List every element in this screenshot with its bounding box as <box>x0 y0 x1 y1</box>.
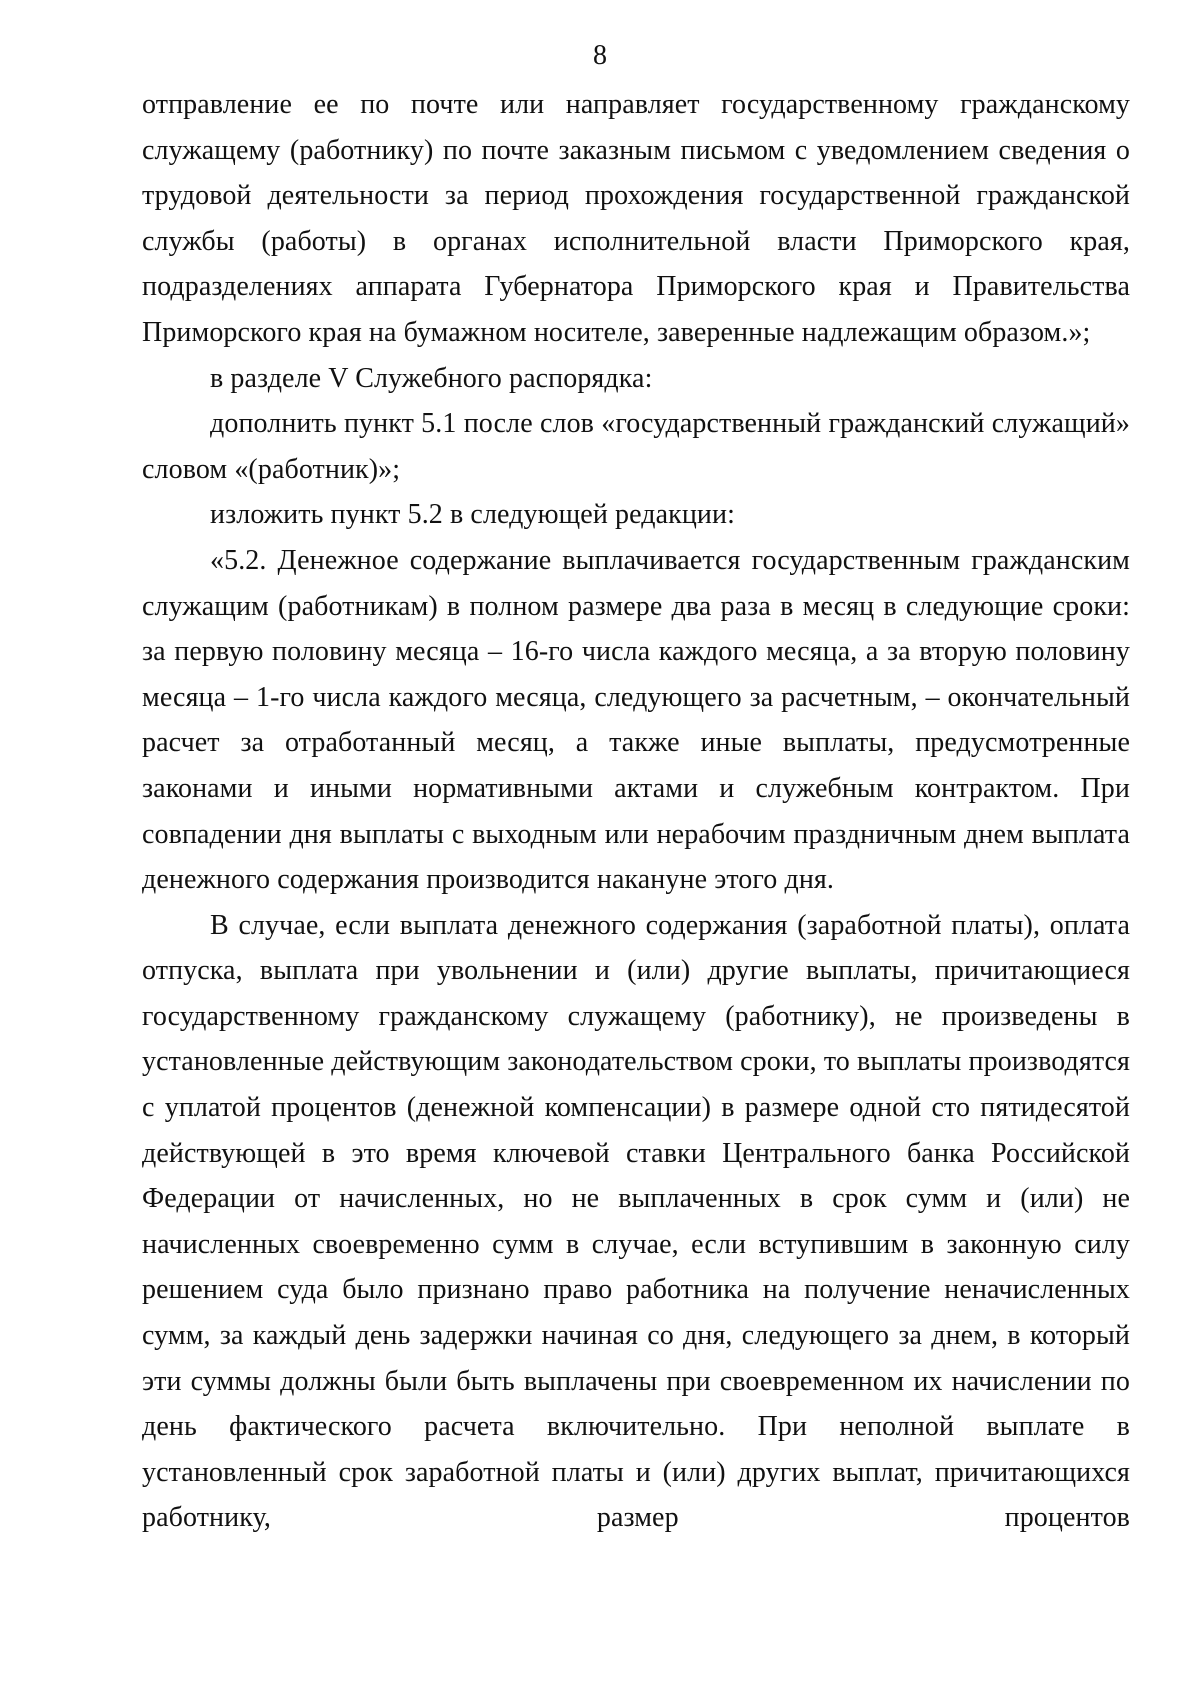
page-number: 8 <box>593 40 607 71</box>
paragraph-6: В случае, если выплата денежного содержания (заработной платы), оплата отпуска, выплата при увольнении и (или) другие выплаты, причитающиеся государственному гражданскому служащему (работнику), не произведены в установленные действующим законодательством сроки, то выплаты производятся с уплатой процентов (денежной компенсации) в размере одной сто пятидесятой действующей в это время ключевой ставки Центрального банка Российской Федерации от начисленных, но не выплаченных в срок сумм и (или) не начисленных своевременно сумм в случае, если вступившим в законную силу решением суда было признано право работника на получение неначисленных сумм, за каждый день задержки начиная со дня, следующего за днем, в который эти суммы должны были быть выплачены при своевременном их начислении по день фактического расчета включительно. При неполной выплате в установленный срок заработной платы и (или) других выплат, причитающихся работнику, размер процентов <box>142 909 1131 1534</box>
paragraph-1: отправление ее по почте или направляет государственному гражданскому служащему (работнику) по почте заказным письмом с уведомлением сведения о трудовой деятельности за период прохождения государственной гражданской службы (работы) в органах исполнительной власти Приморского края, подразделениях аппарата Губернатора Приморского края и Правительства Приморского края на бумажном носителе, заверенные надлежащим образом.»; <box>142 89 1130 348</box>
paragraph-4: изложить пункт 5.2 в следующей редакции: <box>210 499 735 531</box>
paragraph-5: «5.2. Денежное содержание выплачивается государственным гражданским служащим (работникам) в полном размере два раза в месяц в следующие сроки: за первую половину месяца – 16-го числа каждого месяца, а за вторую половину месяца – 1-го числа каждого месяца, следующего за расчетным, – окончательный расчет за отработанный месяц, а также иные выплаты, предусмотренные законами и иными нормативными актами и служебным контрактом. При совпадении дня выплаты с выходным или нерабочим праздничным днем выплата денежного содержания производится накануне этого дня. <box>142 544 1130 896</box>
paragraph-3: дополнить пункт 5.1 после слов «государственный гражданский служащий» словом «(работник)»; <box>142 408 1130 485</box>
document-body <box>142 82 1130 1541</box>
paragraph-2: в разделе V Служебного распорядка: <box>210 362 653 394</box>
